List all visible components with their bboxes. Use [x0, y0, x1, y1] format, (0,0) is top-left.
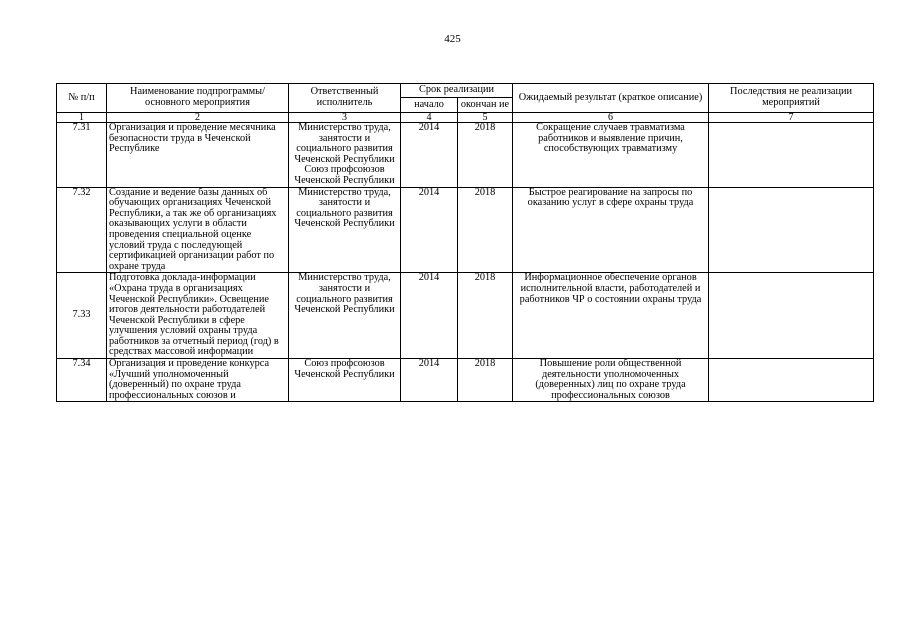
responsible-executor: Союз профсоюзов Чеченской Республики	[289, 359, 401, 402]
header-colnum-3: 3	[289, 113, 401, 123]
end-year: 2018	[458, 359, 513, 402]
consequences-cell	[709, 187, 874, 273]
measure-name: Организация и проведение месячника безопасности труда в Чеченской Республике	[107, 123, 289, 188]
header-consequences: Последствия не реализации мероприятий	[709, 84, 874, 113]
consequences-cell	[709, 273, 874, 359]
row-number: 7.34	[57, 359, 107, 402]
header-name: Наименование подпрограммы/ основного мероприятия	[107, 84, 289, 113]
header-colnum-1: 1	[57, 113, 107, 123]
end-year: 2018	[458, 273, 513, 359]
table-row	[57, 273, 874, 359]
responsible-executor: Министерство труда, занятости и социального развития Чеченской Республики	[289, 187, 401, 273]
expected-result: Сокращение случаев травматизма работников и выявление причин, способствующих травматизму	[513, 123, 709, 188]
expected-result: Повышение роли общественной деятельности уполномоченных (доверенных) лиц по охране труда профессиональных союзов	[513, 359, 709, 402]
start-year: 2014	[401, 273, 458, 359]
header-term: Срок реализации	[401, 84, 513, 98]
header-num: № п/п	[57, 84, 107, 113]
end-year: 2018	[458, 123, 513, 188]
start-year: 2014	[401, 123, 458, 188]
row-number: 7.31	[57, 123, 107, 188]
measure-name: Подготовка доклада-информации «Охрана труда в организациях Чеченской Республики». Освещение итогов деятельности работодателей Чеченской Республики в сфере улучшения условий охраны труда работников за отчетный период (год) в средствах массовой информации	[107, 273, 289, 359]
consequences-cell	[709, 359, 874, 402]
header-colnum-2: 2	[107, 113, 289, 123]
header-start: начало	[401, 98, 458, 113]
header-executor: Ответственный исполнитель	[289, 84, 401, 113]
row-number: 7.32	[57, 187, 107, 273]
header-colnum-4: 4	[401, 113, 458, 123]
measures-table	[56, 83, 874, 402]
page-number: 425	[444, 33, 461, 45]
table-row	[57, 359, 874, 402]
expected-result: Быстрое реагирование на запросы по оказанию услуг в сфере охраны труда	[513, 187, 709, 273]
start-year: 2014	[401, 187, 458, 273]
responsible-executor: Министерство труда, занятости и социального развития Чеченской Республики	[289, 273, 401, 359]
table-row	[57, 123, 874, 188]
header-result: Ожидаемый результат (краткое описание)	[513, 84, 709, 113]
measure-name: Организация и проведение конкурса «Лучший уполномоченный (доверенный) по охране труда профессиональных союзов и	[107, 359, 289, 402]
header-end: окончан ие	[458, 98, 513, 113]
consequences-cell	[709, 123, 874, 188]
header-colnum-5: 5	[458, 113, 513, 123]
responsible-executor: Министерство труда, занятости и социального развития Чеченской Республики Союз профсоюзов Чеченской Республики	[289, 123, 401, 188]
start-year: 2014	[401, 359, 458, 402]
end-year: 2018	[458, 187, 513, 273]
measure-name: Создание и ведение базы данных об обучающих организациях Чеченской Республики, а так же об организациях оказывающих услуги в области проведения специальной оценке условий труда с последующей сертификацией организации работ по охране труда	[107, 187, 289, 273]
table-row	[57, 187, 874, 273]
row-number: 7.33	[57, 273, 107, 359]
header-colnum-6: 6	[513, 113, 709, 123]
header-colnum-7: 7	[709, 113, 874, 123]
expected-result: Информационное обеспечение органов исполнительной власти, работодателей и работников ЧР о состоянии охраны труда	[513, 273, 709, 359]
